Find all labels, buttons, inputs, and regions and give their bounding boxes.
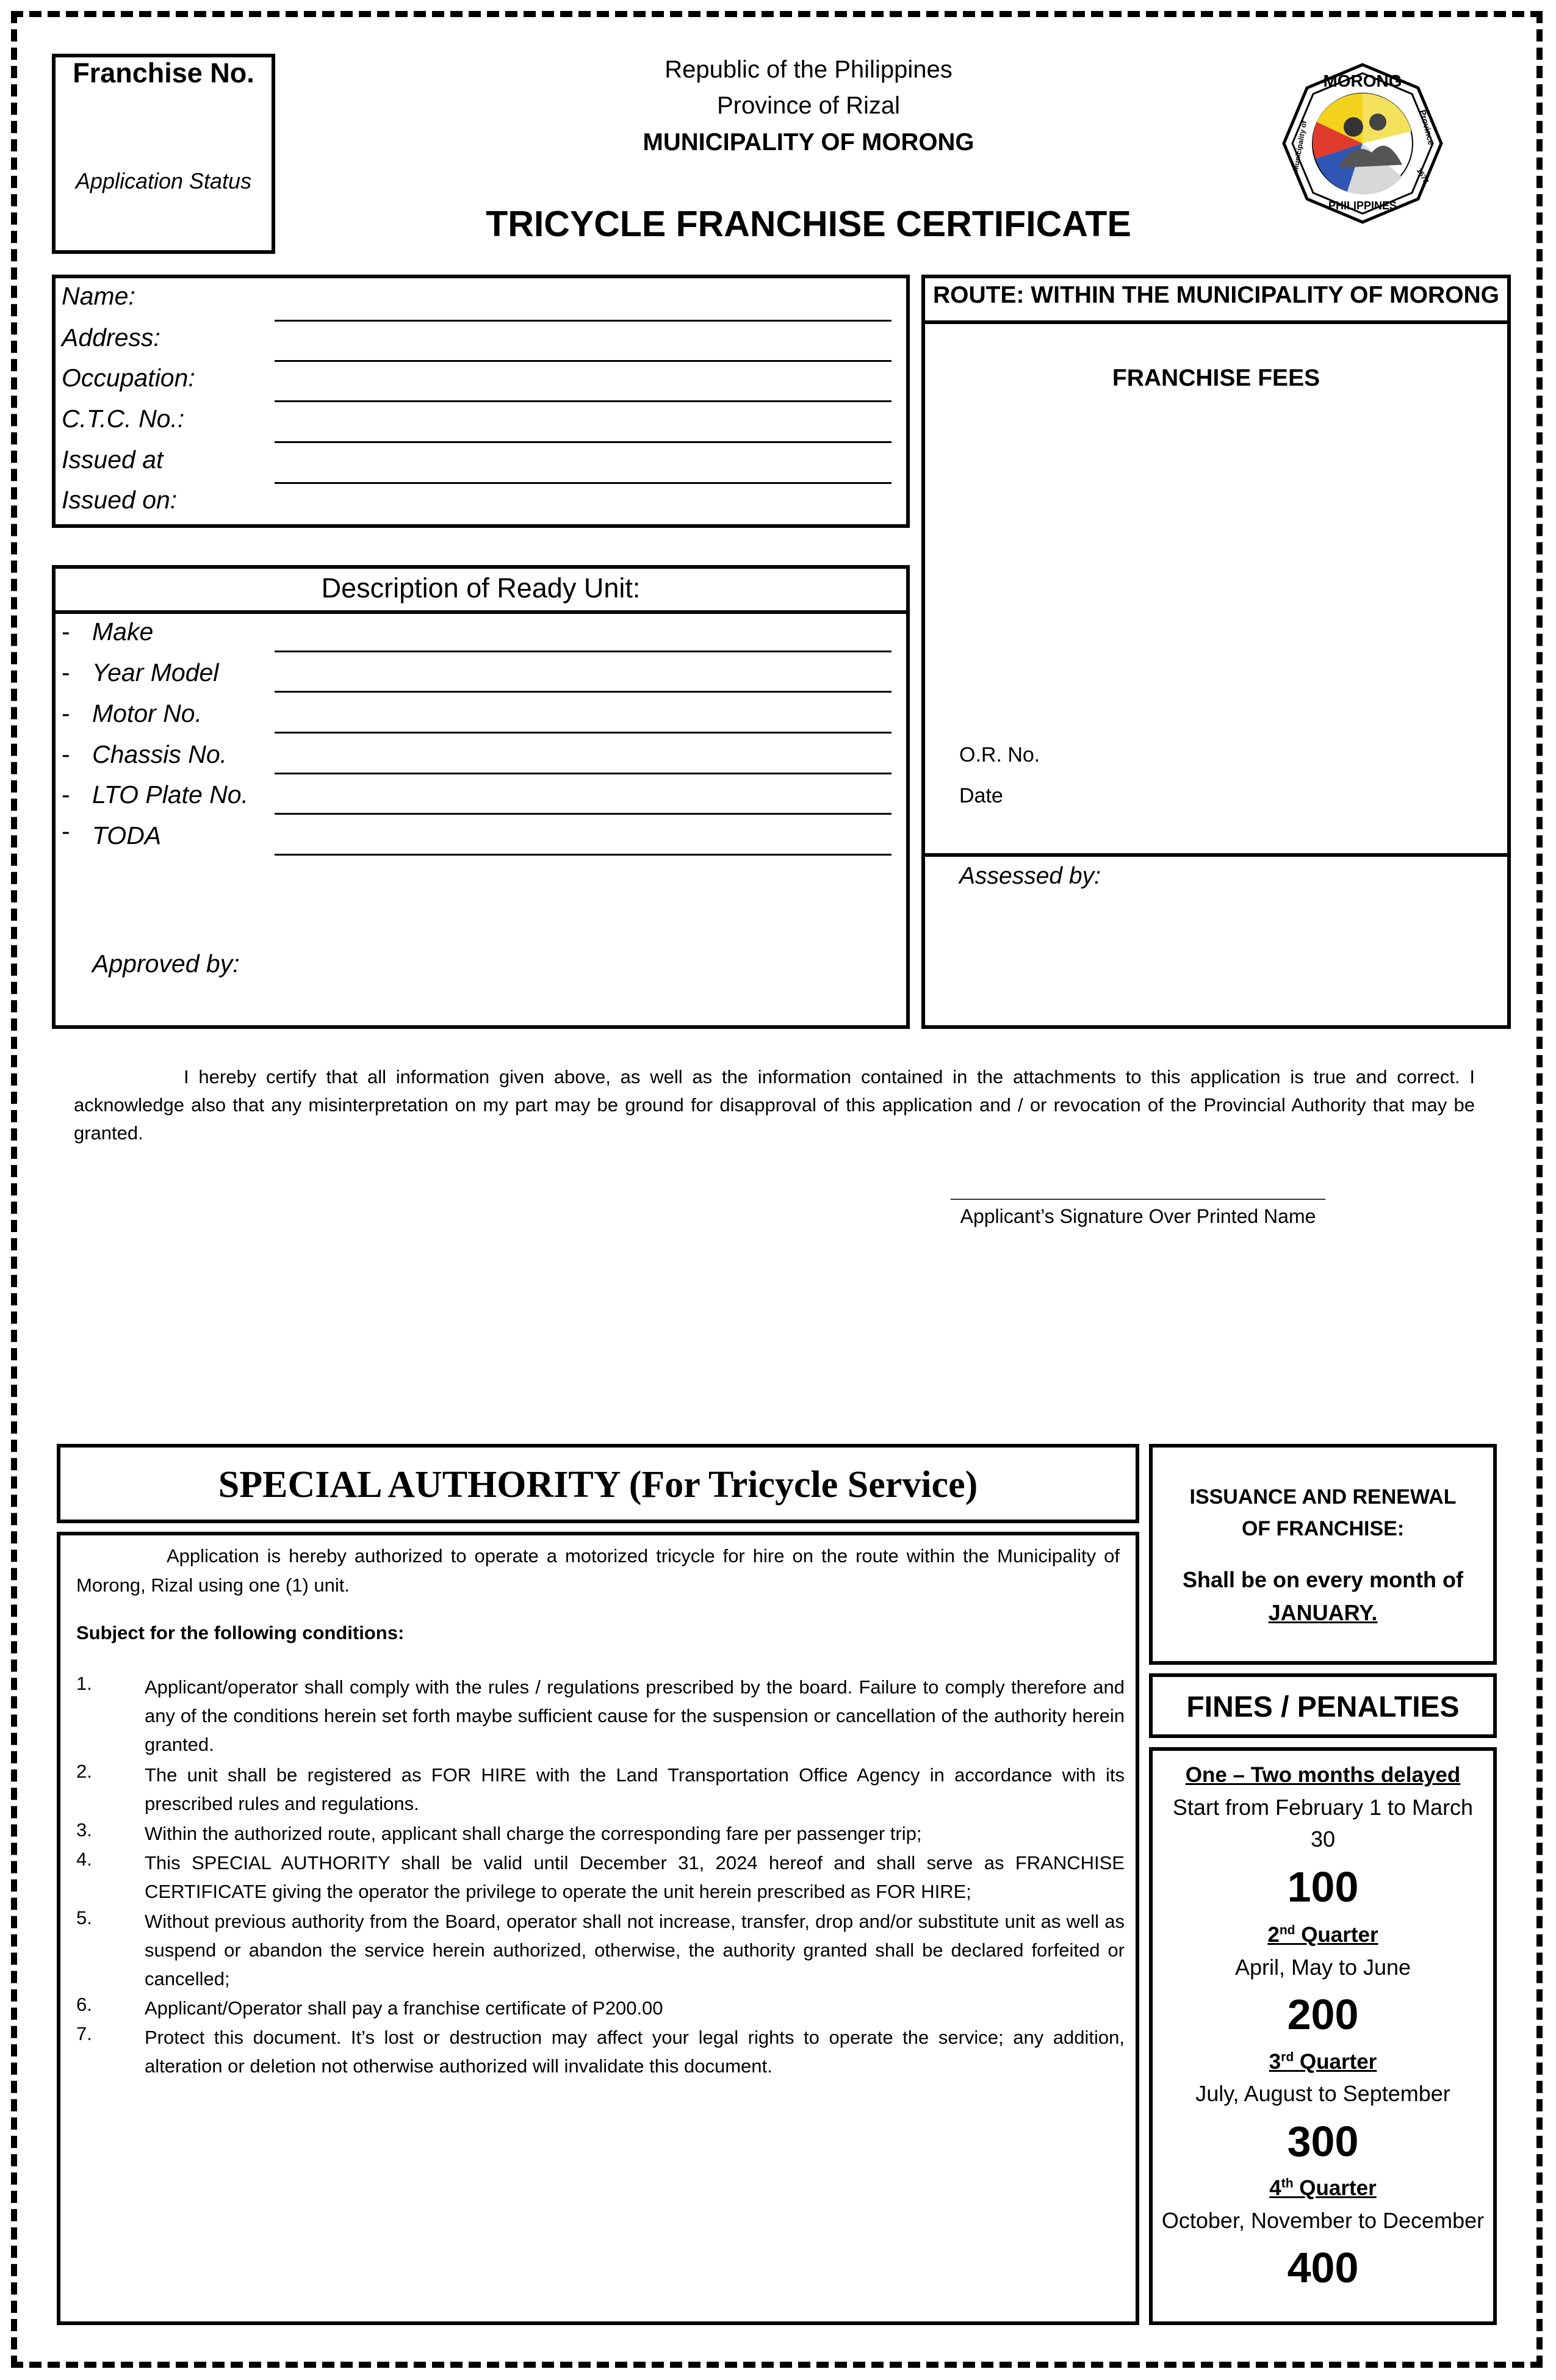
page-title: TRICYCLE FRANCHISE CERTIFICATE (486, 204, 1131, 244)
unit-description-title: Description of Ready Unit: (321, 572, 641, 604)
motor-no-label: Motor No. (92, 699, 202, 727)
or-no-label: O.R. No. (959, 743, 1040, 766)
date-label: Date (959, 784, 1003, 807)
special-authority-title: SPECIAL AUTHORITY (For Tricycle Service) (218, 1464, 978, 1506)
certification-text: I hereby certify that all information given above, as well as the information contained in the attachments to this application is true and correct. I acknowledge also that any misinterpretation on my part may be ground for disapproval of this application and / or revocation of the Provincial Authority that may be granted. (74, 1066, 1475, 1144)
bullet: - (62, 658, 70, 687)
fine-amount-3: 300 (1287, 2118, 1359, 2165)
route-label: ROUTE: WITHIN THE MUNICIPALITY OF MORONG (932, 282, 1499, 308)
issued-at-label: Issued at (62, 445, 164, 474)
ctc-no-field[interactable] (275, 441, 891, 443)
motor-no-field[interactable] (275, 732, 891, 734)
approved-by-label: Approved by: (92, 950, 240, 978)
issued-on-label: Issued on: (62, 486, 178, 514)
condition-number: 7. (76, 2023, 92, 2044)
franchise-no-box (52, 54, 275, 254)
seal-bottom-text: PHILIPPINES (1328, 200, 1397, 212)
condition-number: 3. (76, 1819, 92, 1841)
fine-q4-period: October, November to December (1161, 2208, 1485, 2233)
applicant-info-box (52, 275, 910, 528)
q3-sup: rd (1281, 2050, 1294, 2064)
fine-amount-2: 200 (1287, 1991, 1359, 2038)
issued-at-field[interactable] (275, 482, 891, 484)
special-authority-body-box (57, 1532, 1139, 2325)
ctc-no-label: C.T.C. No.: (62, 405, 185, 433)
conditions-list (76, 1673, 1132, 2283)
fine-q3-head (1153, 2050, 1493, 2074)
year-model-field[interactable] (275, 691, 891, 693)
province-text: Province of Rizal (716, 92, 901, 119)
bullet: - (62, 699, 70, 727)
seal-top-text: MORONG (1323, 71, 1402, 90)
q4-sup: th (1281, 2176, 1294, 2191)
condition-text: Protect this document. It’s lost or destruction may affect your legal rights to operate the service; any addition, alteration or deletion not otherwise authorized will invalidate this document. (145, 2027, 1125, 2077)
q4-num: 4 (1269, 2176, 1281, 2200)
issuance-line1: ISSUANCE AND RENEWAL (1189, 1485, 1457, 1509)
bullet: - (62, 781, 70, 809)
fine-amount-1: 100 (1287, 1863, 1359, 1911)
republic-text: Republic of the Philippines (665, 56, 953, 83)
franchise-fees-label: FRANCHISE FEES (1112, 365, 1320, 391)
q2-sup: nd (1279, 1923, 1295, 1938)
q4-word: Quarter (1299, 2176, 1377, 2200)
address-label: Address: (62, 323, 160, 352)
assessed-by-label: Assessed by: (959, 863, 1101, 889)
bullet: - (62, 618, 70, 646)
condition-number: 5. (76, 1907, 92, 1928)
bullet: - (62, 740, 70, 768)
make-field[interactable] (275, 651, 891, 652)
fine-q4-head (1153, 2176, 1493, 2201)
fine-first-period-end: 30 (1310, 1826, 1336, 1852)
municipality-text: MUNICIPALITY OF MORONG (643, 129, 974, 156)
special-authority-title-box (57, 1444, 1139, 1523)
toda-field[interactable] (275, 854, 891, 856)
authority-intro: Application is hereby authorized to operate a motorized tricycle for hire on the route within the Municipality of Morong, Rizal using one (1) unit. (76, 1545, 1120, 1596)
occupation-field[interactable] (275, 400, 891, 402)
fine-first-period: Start from February 1 to March (1172, 1795, 1474, 1820)
assessed-divider (925, 853, 1507, 857)
issuance-line2: OF FRANCHISE: (1241, 1517, 1405, 1540)
application-status-label: Application Status (75, 168, 252, 193)
bullet: - (62, 817, 70, 845)
seal-right-text: Province (1417, 109, 1437, 146)
condition-text: Applicant/Operator shall pay a franchise certificate of P200.00 (145, 1997, 663, 2019)
condition-number: 1. (76, 1673, 92, 1694)
fine-q2-period: April, May to June (1234, 1955, 1411, 1980)
fines-title: FINES / PENALTIES (1186, 1691, 1460, 1723)
fines-body-box (1149, 1747, 1497, 2325)
condition-number: 6. (76, 1994, 92, 2015)
seal-left-text: Municipality of (1291, 120, 1309, 172)
lto-plate-no-field[interactable] (275, 813, 891, 815)
occupation-label: Occupation: (62, 364, 195, 392)
fines-title-box (1149, 1673, 1497, 1738)
signature-line[interactable]: ______________________________________________ (951, 1184, 1325, 1200)
chassis-no-field[interactable] (275, 773, 891, 774)
make-label: Make (92, 618, 154, 646)
seal-year: 1578 (1414, 166, 1431, 186)
condition-text: Applicant/operator shall comply with the rules / regulations prescribed by the board. Failure to comply therefore and any of the conditions herein set forth maybe sufficient cause for the suspension or cancellation of the authority herein granted. (145, 1676, 1125, 1755)
conditions-label: Subject for the following conditions: (76, 1622, 405, 1643)
address-field[interactable] (275, 360, 891, 362)
fine-q3-period: July, August to September (1195, 2081, 1450, 2106)
name-label: Name: (62, 282, 135, 310)
q3-num: 3 (1269, 2050, 1281, 2074)
name-field[interactable] (275, 320, 891, 322)
issuance-box (1149, 1444, 1497, 1665)
fine-amount-4: 400 (1287, 2244, 1359, 2292)
route-fees-box (921, 275, 1511, 1029)
toda-label: TODA (92, 821, 162, 849)
lto-plate-no-label: LTO Plate No. (92, 781, 248, 809)
condition-number: 4. (76, 1848, 92, 1870)
q3-word: Quarter (1299, 2050, 1377, 2074)
morong-seal (1280, 61, 1445, 226)
unit-title-divider (56, 610, 906, 614)
signature-label: Applicant’s Signature Over Printed Name (960, 1205, 1316, 1227)
condition-number: 2. (76, 1761, 92, 1782)
unit-description-box (52, 565, 910, 1029)
route-divider (925, 320, 1507, 324)
chassis-no-label: Chassis No. (92, 740, 228, 768)
franchise-no-label: Franchise No. (73, 57, 254, 88)
issuance-line3: Shall be on every month of (1182, 1567, 1464, 1592)
condition-text: Without previous authority from the Board, operator shall not increase, transfer, drop and/or substitute unit as well as suspend or abandon the service herein authorized, otherwise, the authority granted shall be declared forfeited or cancelled; (145, 1911, 1125, 1989)
year-model-label: Year Model (92, 658, 219, 687)
issuance-month: JANUARY. (1268, 1600, 1378, 1625)
fine-q2-head (1153, 1923, 1493, 1947)
condition-text: The unit shall be registered as FOR HIRE with the Land Transportation Office Agency in accordance with its prescribed rules and regulations. (145, 1764, 1125, 1814)
q2-word: Quarter (1301, 1923, 1378, 1947)
condition-text: Within the authorized route, applicant shall charge the corresponding fare per passenger trip; (145, 1823, 922, 1844)
fine-first-head: One – Two months delayed (1185, 1763, 1461, 1787)
condition-text: This SPECIAL AUTHORITY shall be valid until December 31, 2024 hereof and shall serve as FRANCHISE CERTIFICATE giving the operator the privilege to operate the unit herein prescribed as FOR HIRE; (145, 1852, 1125, 1902)
q2-num: 2 (1267, 1923, 1280, 1947)
